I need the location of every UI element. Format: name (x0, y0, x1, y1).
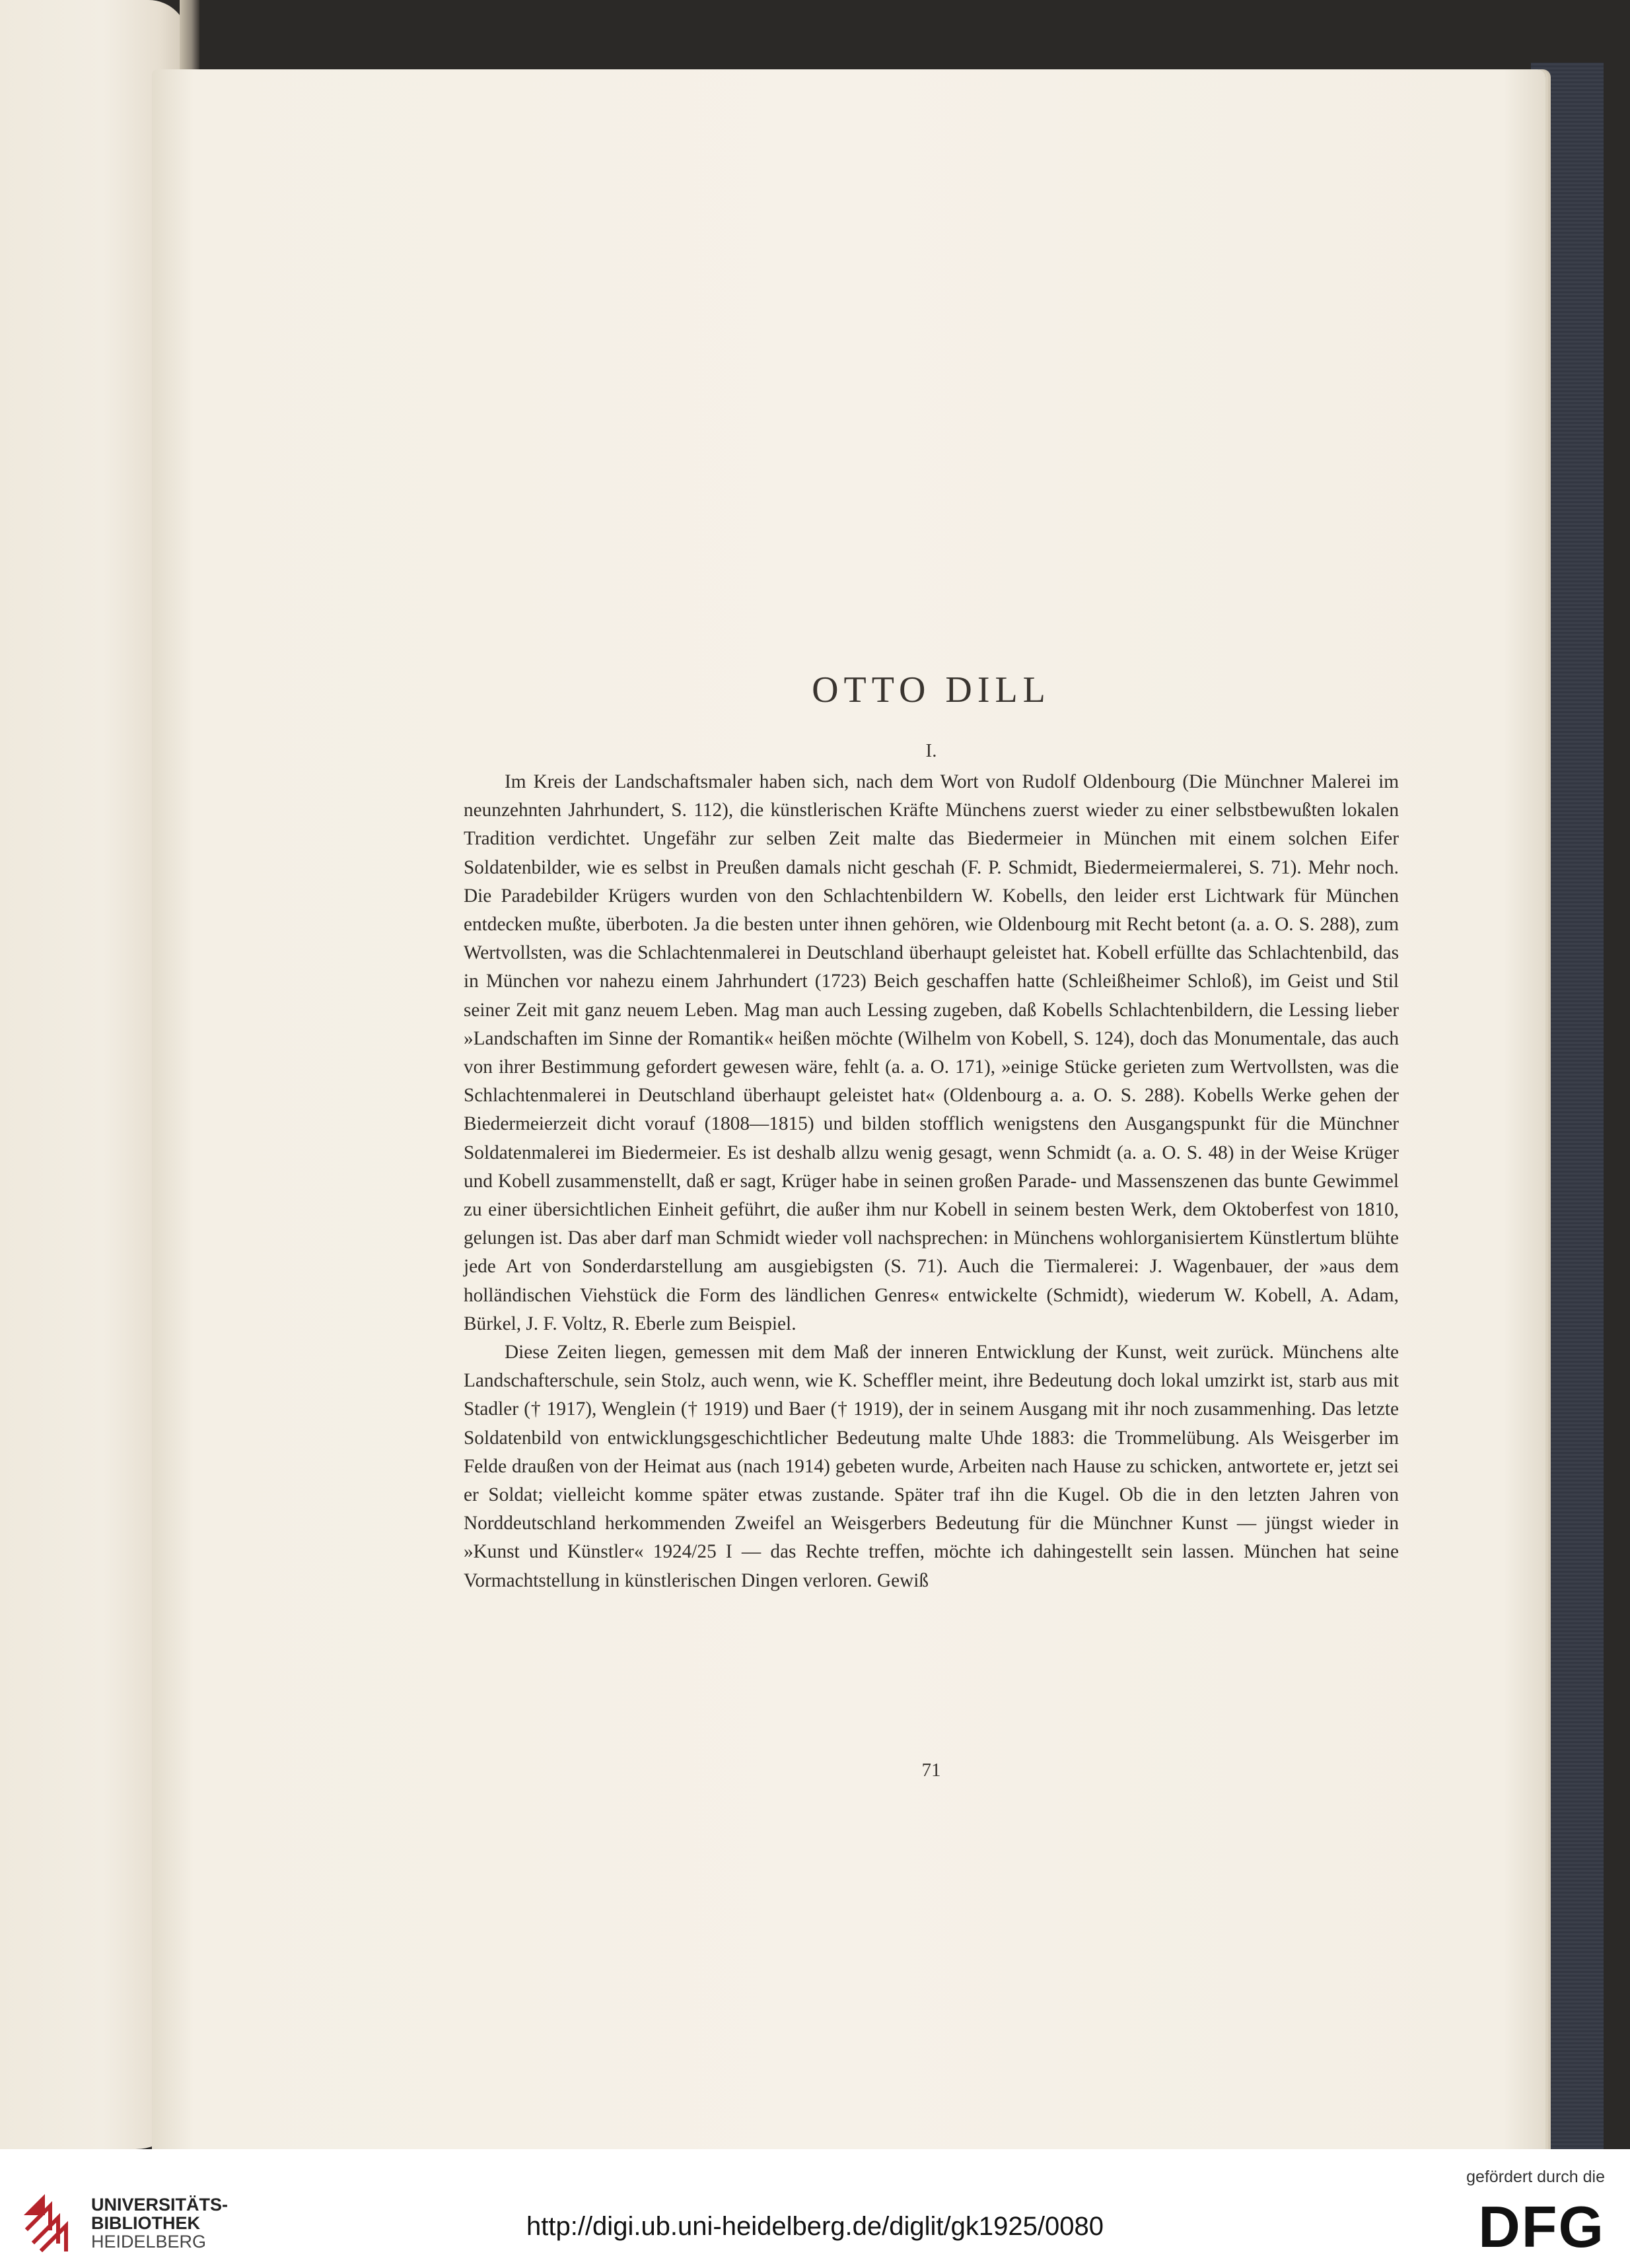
section-number: I. (925, 740, 937, 761)
funded-by-label: gefördert durch die (1466, 2168, 1605, 2186)
page-number: 71 (921, 1760, 941, 1781)
dfg-logo[interactable]: DFG (1478, 2194, 1605, 2259)
library-name-line-1: UNIVERSITÄTS- (91, 2195, 229, 2215)
body-text (464, 768, 1399, 1595)
library-name-line-3: HEIDELBERG (91, 2232, 207, 2251)
permalink-url[interactable]: http://digi.ub.uni-heidelberg.de/diglit/gk1925/0080 (526, 2212, 1104, 2241)
paragraph-2: Diese Zeiten liegen, gemessen mit dem Maß der inneren Entwicklung der Kunst, weit zurück. Münchens alte Landschafterschule, sein Stolz, auch wenn, wie K. Scheffler meint, ihre Bedeutung doch lokal umzirkt ist, starb aus mit Stadler († 1917), Wenglein († 1919) und Baer († 1919), der in seinem Ausgang mit ihr noch zusammenhing. Das letzte Soldatenbild von entwicklungsgeschichtlicher Bedeutung malte Uhde 1883: die Trommelübung. Als Weisgerber im Felde draußen von der Heimat aus (nach 1914) gebeten wurde, Arbeiten nach Hause zu schicken, antwortete er, jetzt sei er Soldat; vielleicht komme später etwas zustande. Später traf ihn die Kugel. Ob die in den letzten Jahren von Norddeutschland herkommenden Zweifel an Weisgerbers Bedeutung für die Münchner Kunst — jüngst wieder in »Kunst und Künstler« 1924/25 I — das Rechte treffen, möchte ich dahingestellt sein lassen. München hat seine Vormachtstellung in künstlerischen Dingen verloren. Gewiß (464, 1342, 1399, 1591)
footer-bar (0, 2149, 1630, 2268)
right-page (152, 69, 1545, 2149)
library-name-line-2: BIBLIOTHEK (91, 2213, 200, 2233)
article-title: OTTO DILL (812, 670, 1051, 710)
paragraph-1: Im Kreis der Landschaftsmaler haben sich, nach dem Wort von Rudolf Oldenbourg (Die Münchner Malerei im neunzehnten Jahrhundert, S. 112), die künstlerischen Kräfte Münchens zuerst wieder zu einer selbstbewußten lokalen Tradition verdichtet. Ungefähr zur selben Zeit malte das Biedermeier in München mit einem solchen Eifer Soldatenbilder, wie es selbst in Preußen damals nicht geschah (F. P. Schmidt, Biedermeiermalerei, S. 71). Mehr noch. Die Paradebilder Krügers wurden von den Schlachtenbildern W. Kobells, den leider erst Lichtwark für München entdecken mußte, überboten. Ja die besten unter ihnen gehören, wie Oldenbourg mit Recht betont (a. a. O. S. 288), zum Wertvollsten, was die Schlachtenmalerei in Deutschland überhaupt geleistet hat. Kobell erfüllte das Schlachtenbild, das in München vor nahezu einem Jahrhundert (1723) Beich geschaffen hatte (Schleißheimer Schloß), im Geist und Stil seiner Zeit mit ganz neuem Leben. Mag man auch Lessing zugeben, daß Kobells Schlachtenbildern, die Lessing lieber »Landschaften im Sinne der Romantik« heißen möchte (Wilhelm von Kobell, S. 124), doch das Monumentale, das auch von ihrer Bestimmung gefordert gewesen wäre, fehlt (a. a. O. 171), »einige Stücke gerieten zum Wertvollsten, was die Schlachtenmalerei in Deutschland überhaupt geleistet hat« (Oldenbourg a. a. O. S. 288). Kobells Werke gehen der Biedermeierzeit dicht vorauf (1808—1815) und bilden stofflich wenigstens den Ausgangspunkt für die Münchner Soldatenmalerei im Biedermeier. Es ist deshalb allzu wenig gesagt, wenn Schmidt (a. a. O. S. 48) in der Weise Krüger und Kobell zusammenstellt, daß er sagt, Krüger habe in seinen großen Parade- und Massenszenen das bunte Gewimmel zu einer übersichtlichen Einheit geführt, die außer ihm nur Kobell in seinem besten Werk, dem Oktoberfest von 1810, gelungen ist. Das aber darf man Schmidt wieder voll nachsprechen: in Münchens wohlorganisiertem Künstlertum blühte jede Art von Sonderdarstellung am ausgiebigsten (S. 71). Auch die Tiermalerei: J. Wagenbauer, der »aus dem holländischen Viehstück die Form des ländlichen Genres« entwickelte (Schmidt), wiederum W. Kobell, A. Adam, Bürkel, J. F. Voltz, R. Eberle zum Beispiel. (464, 771, 1399, 1334)
